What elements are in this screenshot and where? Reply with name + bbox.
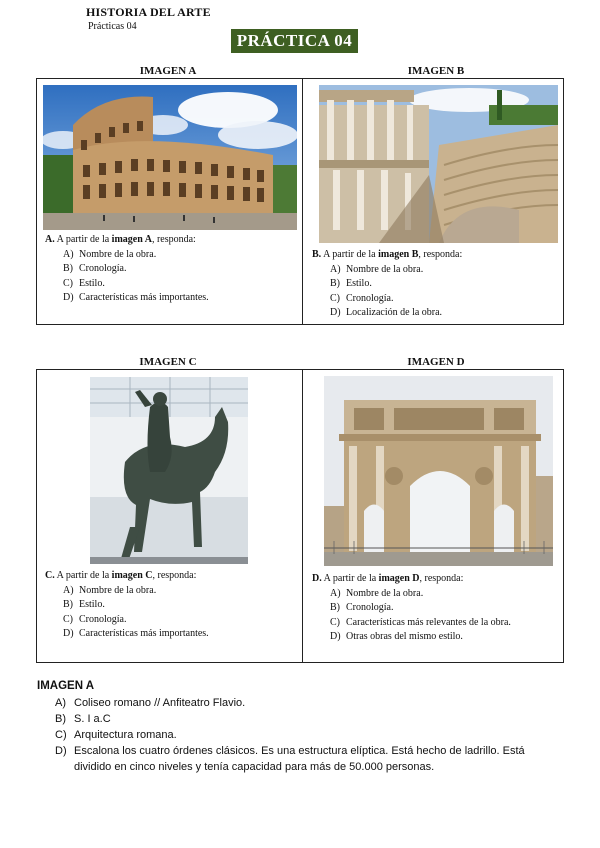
question-c-lead-text: A partir de la: [54, 570, 112, 581]
roman-theatre-image: [319, 85, 558, 243]
question-a-item: [45, 248, 300, 263]
question-a-tail: , responda:: [151, 234, 196, 245]
item-text: Estilo.: [79, 599, 105, 610]
answer-title: IMAGEN A: [37, 680, 95, 692]
question-a-item: [45, 262, 300, 277]
answer-item: [37, 727, 557, 743]
question-d-lead-text: A partir de la: [321, 573, 379, 584]
item-label: D): [63, 628, 74, 639]
subject-title: HISTORIA DEL ARTE: [86, 5, 211, 19]
item-text: Características más relevantes de la obra.: [346, 616, 511, 628]
question-c: [45, 569, 300, 642]
item-label: D): [63, 292, 74, 303]
item-text: Estilo.: [79, 277, 105, 289]
question-b-item: [312, 277, 562, 292]
question-a-letter: A.: [45, 234, 55, 245]
item-text: Características más importantes.: [79, 292, 209, 303]
item-label: C): [330, 292, 340, 304]
item-label: C): [330, 616, 340, 628]
answer-text: Coliseo romano // Anfiteatro Flavio.: [74, 697, 246, 709]
answer-section: [37, 678, 557, 775]
question-b-item: [312, 292, 562, 307]
practice-title: PRÁCTICA 04: [231, 29, 358, 53]
answer-text: S. I a.C: [74, 713, 111, 725]
question-c-item: [45, 584, 300, 599]
question-c-item: [45, 613, 300, 628]
question-b-item: [312, 263, 562, 278]
answer-text: Arquitectura romana.: [74, 729, 177, 741]
answer-label: A): [55, 697, 66, 709]
item-text: Nombre de la obra.: [79, 248, 157, 260]
item-label: D): [330, 307, 341, 318]
question-c-letter: C.: [45, 570, 55, 581]
equestrian-statue-image: [90, 377, 248, 564]
item-text: Nombre de la obra.: [346, 263, 424, 275]
item-label: A): [330, 263, 341, 275]
item-label: A): [63, 584, 74, 596]
question-a-bold: imagen A: [111, 234, 152, 245]
answer-item: [37, 695, 557, 711]
question-b-letter: B.: [312, 249, 322, 260]
item-label: C): [63, 277, 73, 289]
item-label: A): [330, 587, 341, 599]
question-d-tail: , responda:: [419, 573, 464, 584]
question-b-tail: , responda:: [418, 249, 463, 260]
colosseum-image: [43, 85, 297, 230]
question-d: [312, 572, 522, 645]
question-b-lead-text: A partir de la: [321, 249, 379, 260]
triumphal-arch-image: [324, 376, 553, 566]
item-label: C): [63, 613, 73, 625]
top-table-divider: [302, 79, 303, 324]
question-d-letter: D.: [312, 573, 322, 584]
question-a-lead-text: A partir de la: [54, 234, 112, 245]
item-label: B): [330, 278, 340, 289]
answer-item: [37, 743, 557, 775]
bottom-table-divider: [302, 370, 303, 662]
question-b-bold: imagen B: [378, 249, 419, 260]
image-a-header: IMAGEN A: [139, 65, 197, 77]
question-c-tail: , responda:: [152, 570, 197, 581]
item-label: B): [330, 602, 340, 613]
question-c-item: [45, 598, 300, 613]
question-c-bold: imagen C: [111, 570, 153, 581]
question-a-item: [45, 291, 300, 306]
question-b-lead: [312, 248, 562, 263]
question-c-lead: [45, 569, 300, 584]
answer-text: Escalona los cuatro órdenes clásicos. Es una estructura elíptica. Está hecho de ladrillo. Está dividido en cinco niveles y tenía capacidad para más de 50.000 personas.: [74, 745, 525, 773]
item-text: Cronología.: [79, 263, 127, 274]
question-d-item: [312, 587, 522, 602]
item-text: Cronología.: [79, 613, 127, 625]
item-text: Localización de la obra.: [346, 307, 443, 318]
question-a-lead: [45, 233, 300, 248]
question-a: [45, 233, 300, 306]
question-d-lead: [312, 572, 522, 587]
question-d-item: [312, 601, 522, 616]
item-label: A): [63, 248, 74, 260]
item-label: D): [330, 631, 341, 642]
question-d-item: [312, 630, 522, 645]
question-b-item: [312, 306, 562, 321]
item-text: Estilo.: [346, 278, 372, 289]
item-text: Características más importantes.: [79, 628, 209, 639]
question-a-item: [45, 277, 300, 292]
question-c-item: [45, 627, 300, 642]
item-text: Otras obras del mismo estilo.: [346, 631, 463, 642]
question-b: [312, 248, 562, 321]
answer-item: [37, 711, 557, 727]
subtitle: Prácticas 04: [88, 21, 137, 32]
item-text: Nombre de la obra.: [79, 584, 157, 596]
image-c-header: IMAGEN C: [139, 356, 197, 368]
question-d-item: [312, 616, 522, 631]
answer-label: D): [55, 745, 67, 757]
image-b-header: IMAGEN B: [407, 65, 465, 77]
item-text: Nombre de la obra.: [346, 587, 424, 599]
answer-label: B): [55, 713, 66, 725]
item-text: Cronología.: [346, 602, 394, 613]
answer-label: C): [55, 729, 67, 741]
image-d-header: IMAGEN D: [407, 356, 465, 368]
item-label: B): [63, 599, 73, 610]
item-label: B): [63, 263, 73, 274]
item-text: Cronología.: [346, 292, 394, 304]
question-d-bold: imagen D: [378, 573, 420, 584]
